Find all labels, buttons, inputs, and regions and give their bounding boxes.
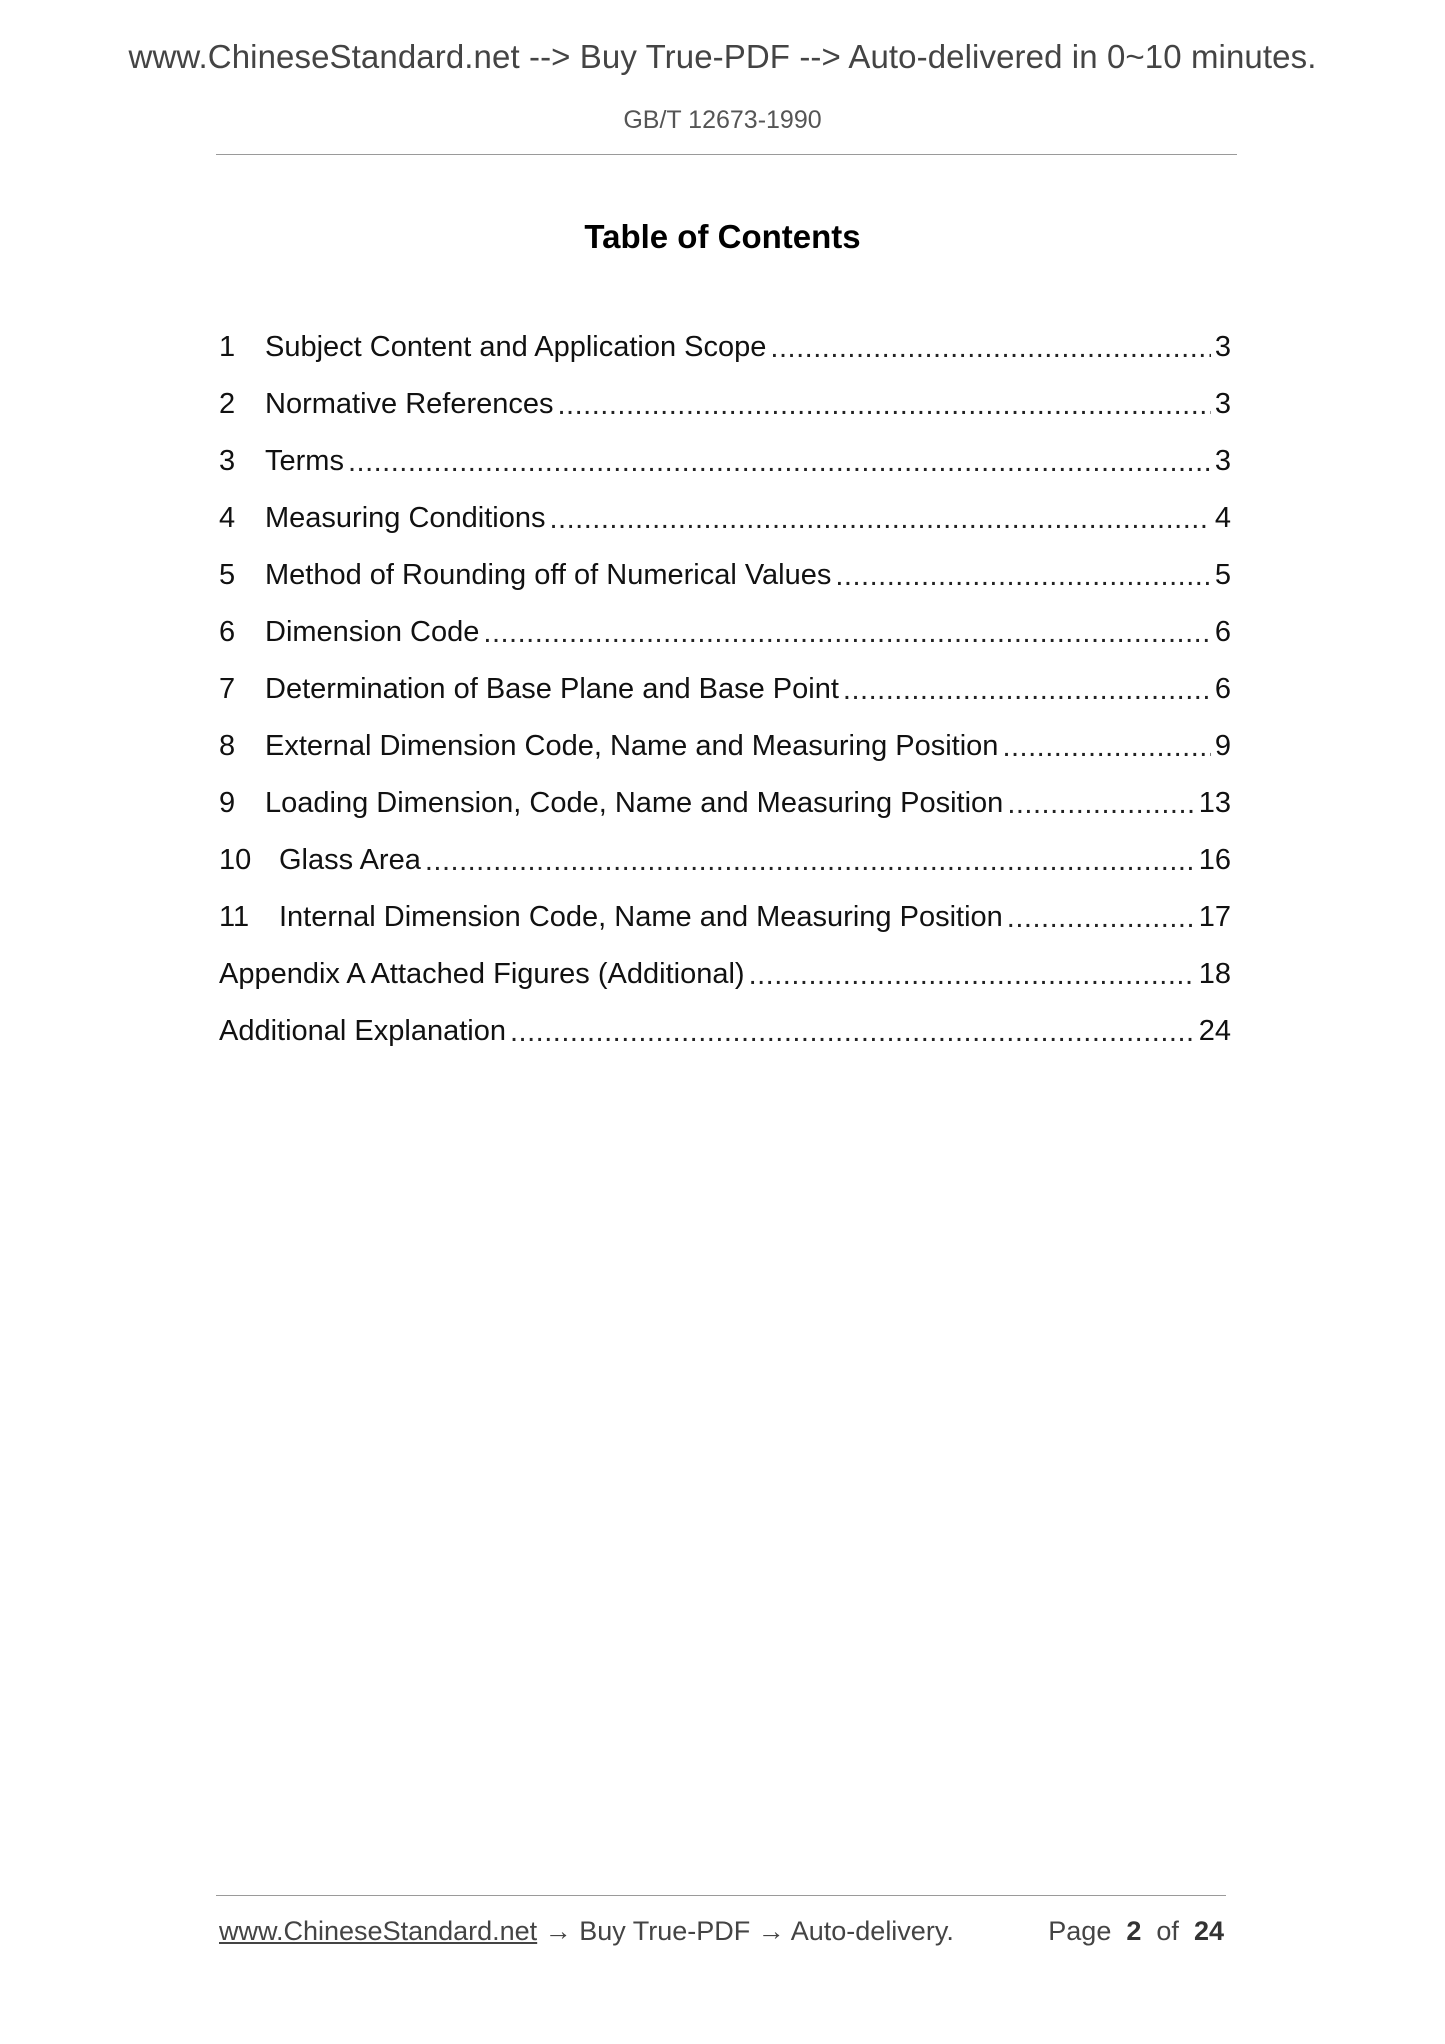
toc-entry-number: 9 <box>219 787 236 819</box>
toc-entry-number: 3 <box>219 445 236 477</box>
standard-number: GB/T 12673-1990 <box>623 106 822 134</box>
toc-entry-page: 13 <box>1198 787 1231 819</box>
dot-leader <box>770 331 1210 365</box>
toc-entry-page: 6 <box>1214 673 1231 705</box>
page-footer <box>219 1916 1224 1947</box>
footer-divider <box>216 1895 1226 1896</box>
current-page-number: 2 <box>1126 1916 1142 1946</box>
dot-leader <box>348 445 1211 479</box>
toc-entry-9[interactable] <box>219 775 1231 832</box>
footer-page-indicator <box>1048 1916 1224 1947</box>
toc-entry-number: 4 <box>219 502 236 534</box>
toc-entry-8[interactable] <box>219 718 1231 775</box>
dot-leader <box>835 559 1210 593</box>
toc-entry-label: External Dimension Code, Name and Measuring Position <box>265 730 999 762</box>
toc-entry-label: Internal Dimension Code, Name and Measuring Position <box>279 901 1003 933</box>
dot-leader <box>549 502 1210 536</box>
toc-entry-3[interactable] <box>219 433 1231 490</box>
toc-entry-label: Measuring Conditions <box>265 502 546 534</box>
toc-entry-label: Normative References <box>265 388 554 420</box>
top-banner: www.ChineseStandard.net --> Buy True-PDF --> Auto-delivered in 0~10 minutes. <box>128 38 1317 75</box>
toc-entry-label: Dimension Code <box>265 616 480 648</box>
toc-entry-label: Method of Rounding off of Numerical Values <box>265 559 832 591</box>
toc-entry-page: 4 <box>1214 502 1231 534</box>
toc-entry-label: Loading Dimension, Code, Name and Measuring Position <box>265 787 1004 819</box>
toc-entry-page: 3 <box>1214 445 1231 477</box>
toc-title: Table of Contents <box>584 218 861 255</box>
dot-leader <box>843 673 1211 707</box>
toc-entry-page: 3 <box>1214 388 1231 420</box>
toc-entry-number: 1 <box>219 331 236 363</box>
dot-leader <box>558 388 1211 422</box>
toc-entry-additional-explanation[interactable] <box>219 1003 1231 1060</box>
toc-entry-number: 7 <box>219 673 236 705</box>
toc-entry-page: 5 <box>1214 559 1231 591</box>
footer-website-link[interactable]: www.ChineseStandard.net <box>219 1916 538 1946</box>
toc-entry-number: 11 <box>219 901 250 933</box>
dot-leader <box>749 958 1195 992</box>
toc-entry-number: 2 <box>219 388 236 420</box>
dot-leader <box>1007 901 1195 935</box>
toc-entry-7[interactable] <box>219 661 1231 718</box>
toc-entry-number: 5 <box>219 559 236 591</box>
header-divider <box>216 154 1237 155</box>
toc-entry-6[interactable] <box>219 604 1231 661</box>
toc-entry-page: 18 <box>1198 958 1231 990</box>
toc-entry-label: Subject Content and Application Scope <box>265 331 767 363</box>
toc-entry-page: 6 <box>1214 616 1231 648</box>
of-word: of <box>1156 1916 1179 1946</box>
toc-entry-number: 10 <box>219 844 252 876</box>
toc-entry-4[interactable] <box>219 490 1231 547</box>
dot-leader <box>483 616 1210 650</box>
toc-entry-label: Determination of Base Plane and Base Point <box>265 673 839 705</box>
footer-tagline: → Buy True-PDF → Auto-delivery. <box>537 1916 954 1946</box>
toc-entry-page: 24 <box>1198 1015 1231 1047</box>
toc-entry-number: 6 <box>219 616 236 648</box>
toc-entry-label: Terms <box>265 445 344 477</box>
page-word: Page <box>1048 1916 1112 1946</box>
toc-entry-page: 9 <box>1214 730 1231 762</box>
toc-entry-5[interactable] <box>219 547 1231 604</box>
toc-entry-page: 16 <box>1198 844 1231 876</box>
toc-entry-number: 8 <box>219 730 236 762</box>
toc-entry-1[interactable] <box>219 319 1231 376</box>
toc-entry-label: Glass Area <box>279 844 421 876</box>
toc-entry-page: 17 <box>1198 901 1231 933</box>
toc-list <box>219 319 1231 1060</box>
dot-leader <box>1002 730 1210 764</box>
dot-leader <box>510 1015 1195 1049</box>
toc-entry-page: 3 <box>1214 331 1231 363</box>
toc-entry-appendix-a[interactable] <box>219 946 1231 1003</box>
toc-entry-11[interactable] <box>219 889 1231 946</box>
toc-entry-2[interactable] <box>219 376 1231 433</box>
total-page-count: 24 <box>1193 1916 1224 1946</box>
toc-entry-label: Appendix A Attached Figures (Additional) <box>219 958 745 990</box>
toc-entry-10[interactable] <box>219 832 1231 889</box>
dot-leader <box>1007 787 1194 821</box>
footer-left <box>219 1916 954 1947</box>
dot-leader <box>425 844 1195 878</box>
toc-entry-label: Additional Explanation <box>219 1015 506 1047</box>
